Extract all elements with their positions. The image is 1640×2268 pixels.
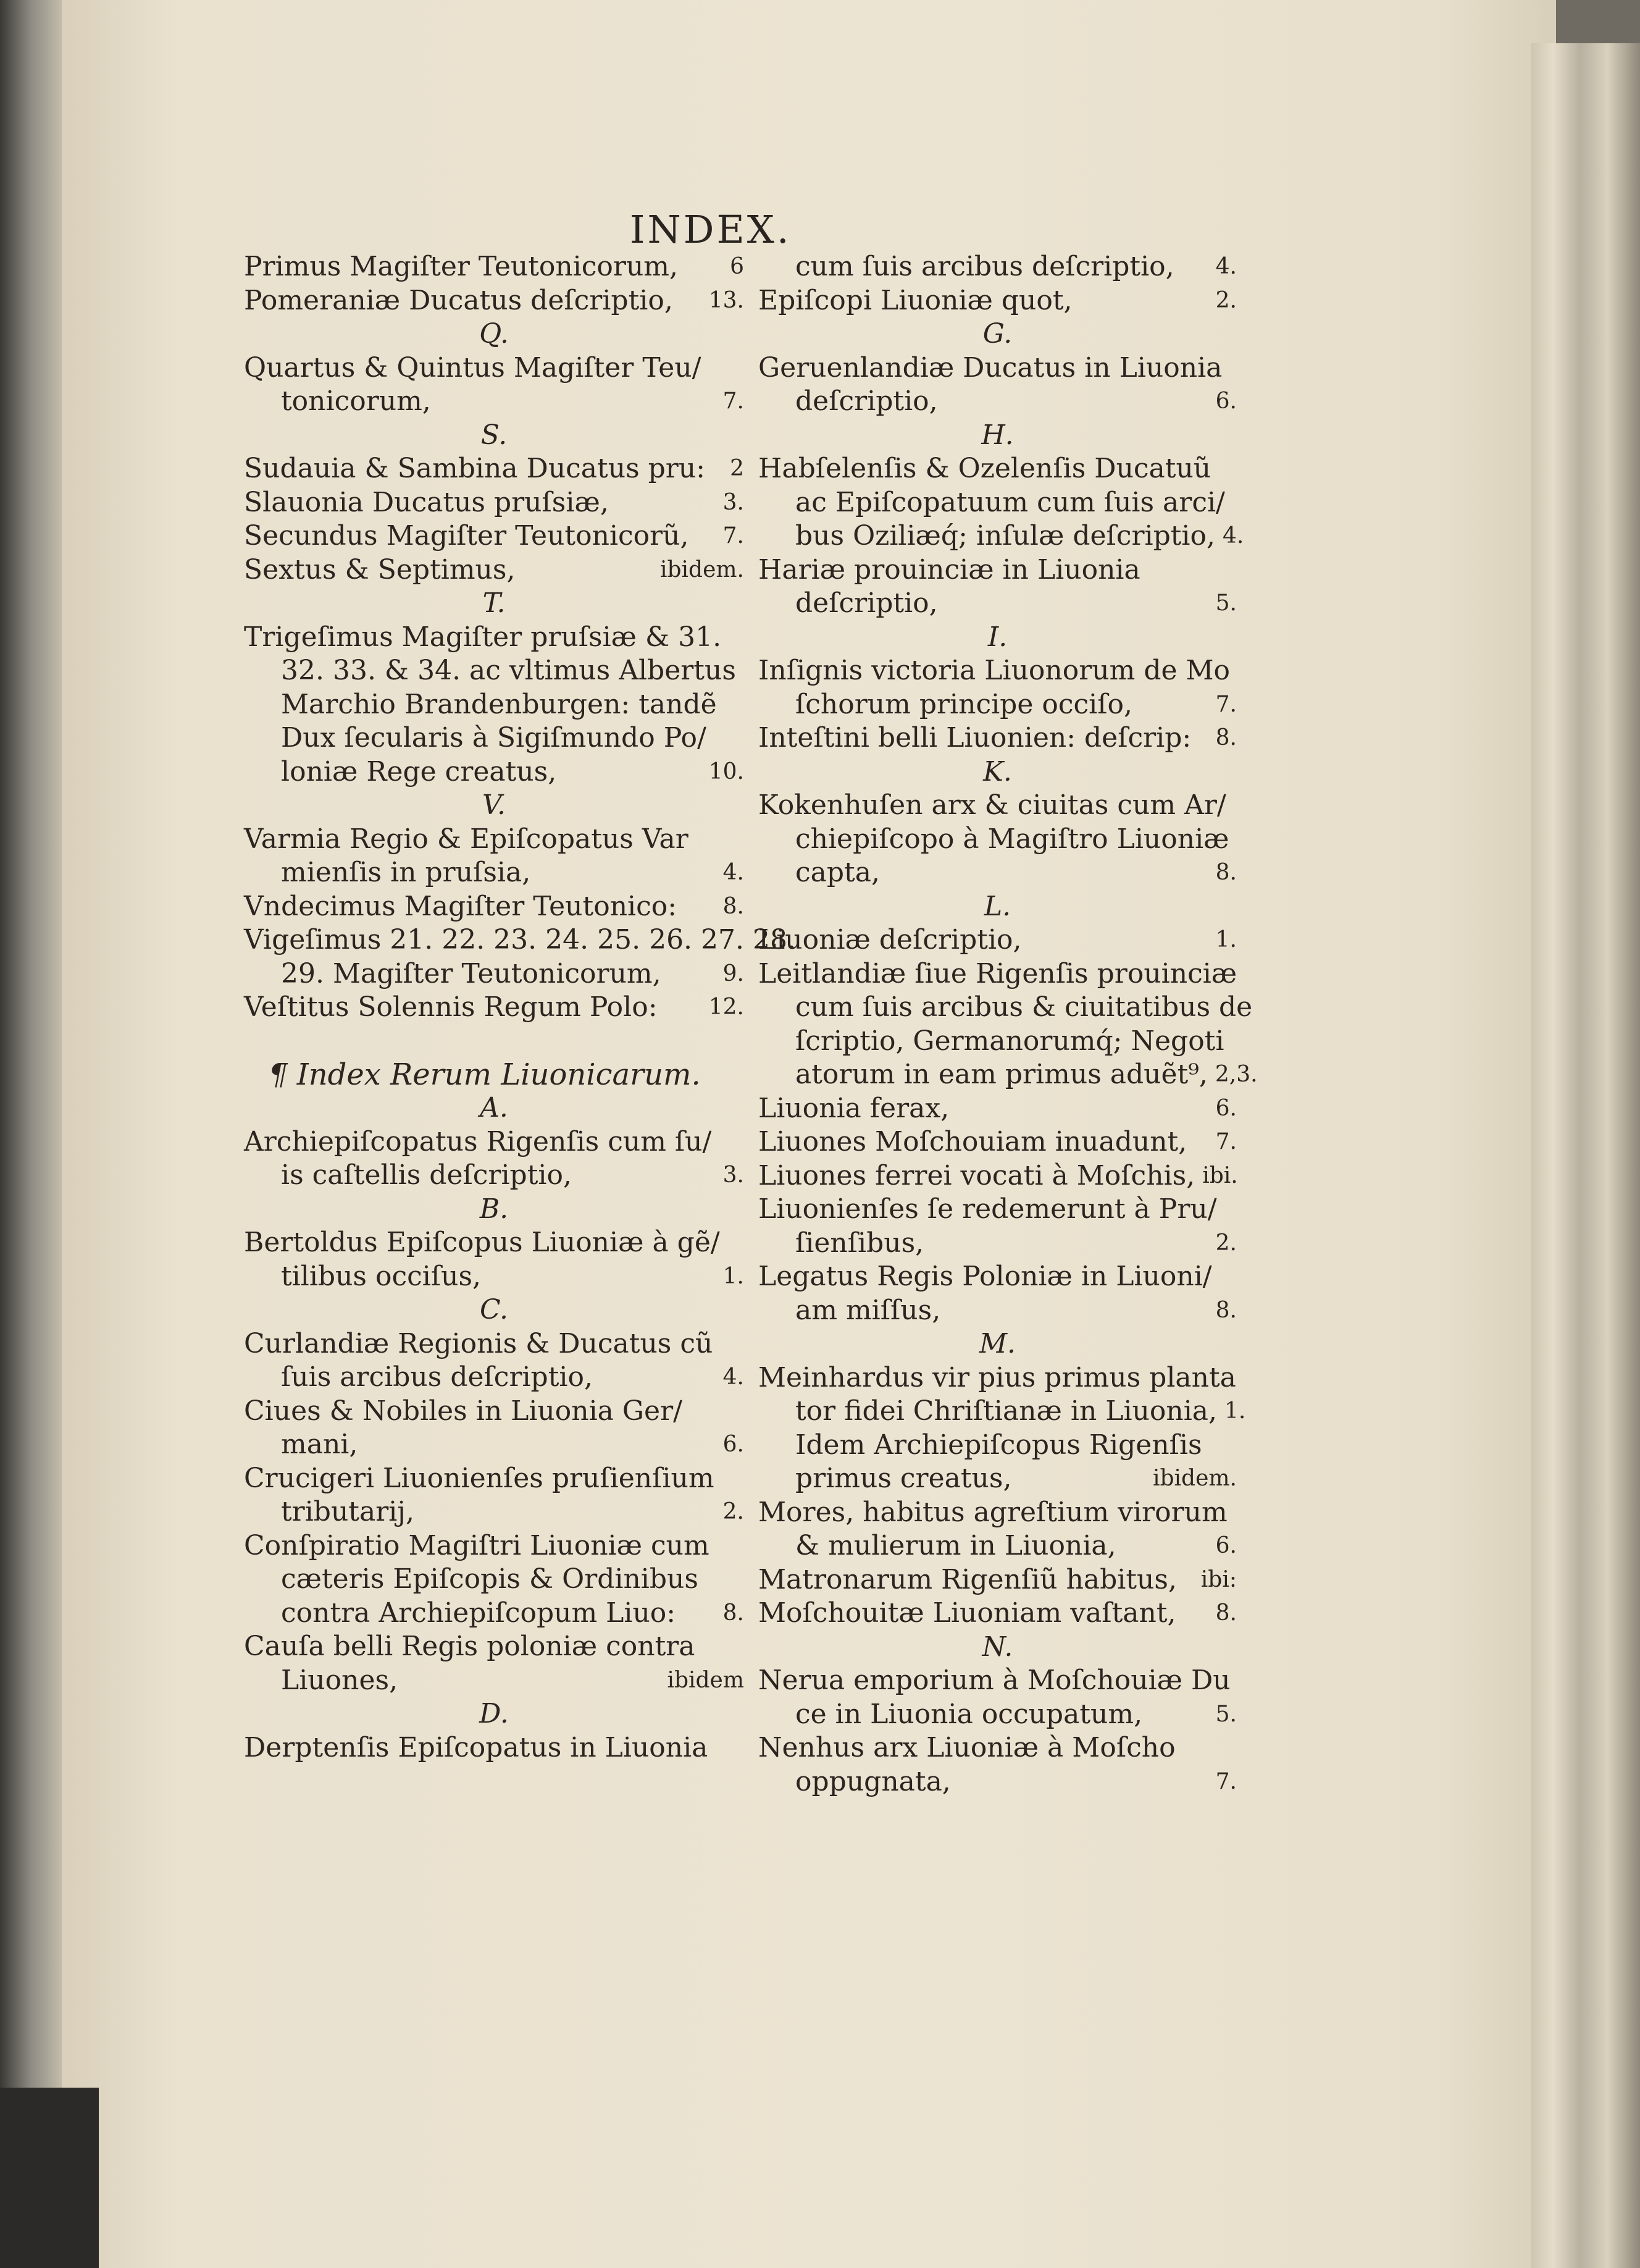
index-entry (244, 1395, 744, 1462)
entry-line (244, 923, 796, 957)
index-entry (244, 991, 744, 1025)
entry-text: ſchorum principe occiſo, (795, 688, 1132, 720)
index-entry (758, 654, 1237, 721)
entry-line (758, 1193, 1237, 1227)
entry-text: Legatus Regis Poloniæ in Liuoni/ (758, 1261, 1212, 1292)
page-title: INDEX. (630, 207, 792, 252)
entry-line (244, 1630, 744, 1664)
index-entry (244, 284, 744, 318)
entry-line (758, 1664, 1237, 1698)
index-entry (244, 1125, 744, 1193)
entry-text: Varmia Regio & Epiſcopatus Var (244, 823, 688, 855)
entry-line (758, 923, 1237, 957)
entry-line (758, 957, 1237, 991)
entry-line (758, 1159, 1237, 1193)
index-entry (244, 1731, 744, 1765)
entry-line (758, 553, 1237, 587)
entry-line (244, 1597, 744, 1631)
entry-text: Primus Magiſter Teutonicorum, (244, 251, 678, 282)
entry-text: oppugnata, (795, 1765, 951, 1797)
index-entry (244, 351, 744, 419)
entry-line (758, 284, 1237, 318)
entry-line (758, 1025, 1237, 1059)
entry-text: primus creatus, (795, 1463, 1012, 1494)
page-reference: 1. (1215, 927, 1237, 952)
entry-text: Habſelenſis & Ozelenſis Ducatuũ (758, 453, 1211, 484)
entry-text: Kokenhuſen arx & ciuitas cum Ar/ (758, 789, 1226, 821)
entry-text: bus Oziliæq́; inſulæ deſcriptio, (795, 520, 1215, 552)
index-entry (758, 1664, 1237, 1731)
entry-line (244, 890, 744, 924)
entry-line (758, 856, 1237, 890)
entry-line (758, 385, 1237, 419)
index-column-left (244, 250, 796, 1765)
entry-line (244, 1563, 744, 1597)
page-reference: 6. (1215, 1533, 1237, 1558)
index-entry (758, 452, 1244, 553)
entry-line (758, 1496, 1237, 1530)
letter-heading: H. (981, 419, 1014, 451)
index-entry (244, 519, 744, 553)
entry-line (244, 1428, 744, 1462)
entry-text: & mulierum in Liuonia, (795, 1530, 1116, 1561)
page-reference: 7. (722, 388, 744, 414)
entry-text: Archiepiſcopatus Rigenſis cum ſu/ (244, 1125, 712, 1157)
page-reference: 13. (708, 287, 744, 313)
entry-text: Liuones Moſchouiam inuadunt, (758, 1126, 1187, 1157)
entry-line (758, 1597, 1237, 1631)
index-entry (244, 890, 744, 924)
page-reference: 8. (1215, 860, 1237, 885)
entry-text: tor fidei Chriſtianæ in Liuonia, (795, 1395, 1218, 1427)
entry-line (758, 1294, 1237, 1328)
entry-text: mani, (281, 1429, 358, 1460)
page-reference: 2 (730, 456, 744, 481)
index-column-right (758, 250, 1258, 1799)
page-reference: 3. (722, 489, 744, 515)
page-reference: 8. (1215, 725, 1237, 750)
entry-text: atorum in eam primus aduẽt⁹, (795, 1059, 1208, 1090)
letter-heading: N. (982, 1631, 1013, 1663)
entry-line (244, 957, 744, 991)
entry-line (244, 452, 744, 486)
entry-line (758, 823, 1237, 857)
spacer (244, 1025, 744, 1058)
index-entry (244, 250, 744, 284)
page-reference: 12. (708, 994, 744, 1020)
index-entry (758, 721, 1237, 755)
entry-line (244, 250, 744, 284)
page-reference: 6. (1215, 388, 1237, 414)
page-reference: 5. (1215, 590, 1237, 616)
entry-line (244, 1529, 744, 1563)
page-reference: 7. (1215, 691, 1237, 717)
index-entry (244, 452, 744, 486)
entry-text: Liuonia ferax, (758, 1092, 950, 1124)
index-entry (244, 1630, 744, 1697)
letter-heading: K. (983, 755, 1012, 788)
page-reference: 8. (1215, 1297, 1237, 1323)
entry-text: Secundus Magiſter Teutonicorũ, (244, 520, 689, 552)
entry-text: Derptenſis Epiſcopatus in Liuonia (244, 1731, 708, 1763)
entry-text: Vigeſimus 21. 22. 23. 24. 25. 26. 27. 28. (244, 924, 796, 956)
page-reference: 7. (1215, 1129, 1237, 1154)
entry-text: Epiſcopi Liuoniæ quot, (758, 284, 1073, 316)
entry-text: Matronarum Rigenſiũ habitus, (758, 1563, 1177, 1595)
index-entry (244, 1462, 744, 1529)
entry-text: Quartus & Quintus Magiſter Teu/ (244, 351, 701, 384)
index-entry (758, 1563, 1237, 1597)
entry-line (758, 452, 1237, 486)
letter-heading: M. (979, 1328, 1016, 1359)
index-entry (758, 789, 1237, 890)
entry-text: Vndecimus Magiſter Teutonico: (244, 890, 677, 922)
page-reference: ibidem (667, 1667, 744, 1693)
page-reference: 2. (1215, 287, 1237, 313)
entry-line (758, 1361, 1237, 1395)
entry-text: is caſtellis deſcriptio, (281, 1159, 572, 1191)
book-spine (0, 0, 68, 2268)
entry-text: Trigeſimus Magiſter pruſsiæ & 31. (244, 621, 722, 653)
entry-text: Leitlandiæ ſiue Rigenſis prouinciæ (758, 957, 1237, 989)
index-entry (758, 1125, 1237, 1159)
entry-line (244, 654, 744, 688)
entry-text: ac Epiſcopatuum cum ſuis arci/ (795, 486, 1225, 518)
entry-line (758, 1731, 1237, 1765)
entry-text: Pomeraniæ Ducatus deſcriptio, (244, 284, 673, 316)
entry-line (758, 1698, 1237, 1732)
index-entry (758, 1496, 1237, 1563)
entry-line (244, 385, 744, 419)
entry-text: Slauonia Ducatus pruſsiæ, (244, 486, 609, 518)
index-entry (758, 1159, 1237, 1193)
index-entry (758, 1092, 1237, 1126)
index-entry (244, 1226, 744, 1293)
entry-text: ſienſibus, (795, 1227, 924, 1259)
index-entry (758, 1429, 1237, 1496)
index-entry (244, 486, 744, 520)
page-reference: 8. (722, 1600, 744, 1626)
entry-text: Inſignis victoria Liuonorum de Mo (758, 655, 1231, 686)
page-reference: 4. (722, 1364, 744, 1390)
entry-line (244, 1361, 744, 1395)
entry-text: tilibus occiſus, (281, 1260, 482, 1292)
entry-line (244, 1159, 744, 1193)
entry-text: ſcriptio, Germanorumq́; Negoti (795, 1025, 1224, 1057)
entry-line (758, 654, 1237, 688)
entry-text: chiepiſcopo à Magiſtro Liuoniæ (795, 823, 1229, 855)
entry-line (758, 1260, 1237, 1294)
index-entry (244, 923, 796, 991)
entry-line (244, 1495, 744, 1529)
scan-background-corner (0, 2088, 99, 2268)
entry-text: contra Archiepiſcopum Liuo: (281, 1597, 676, 1629)
page-edges (1531, 43, 1640, 2268)
entry-line (244, 1462, 744, 1496)
index-entry (758, 923, 1237, 957)
entry-text: Crucigeri Liuonienſes pruſienſium (244, 1462, 714, 1494)
entry-line (244, 1125, 744, 1159)
entry-text: 32. 33. & 34. ac vltimus Albertus (281, 655, 736, 686)
page-reference: 6 (730, 254, 744, 279)
entry-text: 29. Magiſter Teutonicorum, (281, 957, 661, 989)
entry-line (758, 519, 1244, 553)
entry-line (244, 755, 744, 789)
entry-text: cum ſuis arcibus & ciuitatibus de (795, 991, 1253, 1023)
page-reference: 7. (722, 523, 744, 548)
entry-text: Curlandiæ Regionis & Ducatus cũ (244, 1327, 713, 1359)
entry-text: Nerua emporium à Moſchouiæ Du (758, 1665, 1231, 1696)
index-entry (758, 1731, 1237, 1799)
entry-text: Marchio Brandenburgen: tandẽ (281, 688, 717, 720)
entry-text: Nenhus arx Liuoniæ à Moſcho (758, 1732, 1176, 1763)
entry-text: deſcriptio, (795, 385, 938, 417)
entry-text: Cauſa belli Regis poloniæ contra (244, 1631, 695, 1662)
entry-line (758, 991, 1253, 1025)
index-entry (758, 1193, 1237, 1260)
page-reference: 9. (722, 960, 744, 986)
entry-line (758, 1563, 1237, 1597)
entry-text: tonicorum, (281, 385, 431, 417)
page-reference: 10. (708, 758, 744, 784)
entry-line (244, 688, 744, 722)
entry-line (758, 1429, 1237, 1463)
letter-heading: B. (479, 1193, 509, 1225)
entry-text: Conſpiratio Magiſtri Liuoniæ cum (244, 1529, 709, 1561)
index-entry (758, 1361, 1246, 1429)
entry-line (758, 1058, 1258, 1092)
entry-text: ſuis arcibus deſcriptio, (281, 1361, 593, 1393)
page-reference: 7. (1215, 1768, 1237, 1794)
page-reference: 1. (722, 1263, 744, 1289)
letter-heading: S. (480, 419, 508, 451)
entry-text: Dux ſecularis à Sigiſmundo Po/ (281, 722, 706, 754)
index-entry (244, 1327, 744, 1395)
entry-line (244, 1731, 744, 1765)
entry-text: Meinhardus vir pius primus planta (758, 1361, 1236, 1393)
entry-text: deſcriptio, (795, 587, 938, 619)
entry-text: am miſſus, (795, 1294, 941, 1326)
entry-text: Liuoniæ deſcriptio, (758, 924, 1022, 956)
section-subheading: ¶ Index Rerum Liuonicarum. (269, 1057, 701, 1092)
page-reference: ibidem. (659, 556, 744, 582)
entry-line (244, 621, 744, 655)
entry-text: Liuonienſes ſe redemerunt à Pru/ (758, 1193, 1217, 1225)
page-reference: 2. (722, 1499, 744, 1524)
entry-text: Bertoldus Epiſcopus Liuoniæ à gẽ/ (244, 1227, 720, 1258)
entry-line (758, 1765, 1237, 1799)
entry-text: Ciues & Nobiles in Liuonia Ger/ (244, 1395, 682, 1427)
page-reference: 2. (1215, 1230, 1237, 1256)
entry-line (758, 351, 1237, 385)
entry-line (758, 1529, 1237, 1563)
page-reference: ibi: (1200, 1566, 1237, 1592)
page-reference: 8. (722, 893, 744, 919)
index-entry (244, 621, 744, 789)
entry-text: Mores, habitus agreſtium virorum (758, 1496, 1228, 1528)
page-reference: 4. (1215, 254, 1237, 279)
entry-line (244, 519, 744, 553)
entry-text: Sudauia & Sambina Ducatus pru: (244, 453, 705, 484)
letter-heading: C. (479, 1294, 509, 1325)
entry-line (758, 587, 1237, 621)
index-entry (758, 351, 1237, 419)
letter-heading: G. (982, 318, 1013, 350)
page-reference: 2,3. (1215, 1062, 1258, 1087)
letter-heading: A. (480, 1092, 508, 1124)
index-entry (758, 553, 1237, 621)
letter-heading: D. (479, 1698, 509, 1729)
index-entry (758, 250, 1237, 284)
entry-text: Inteſtini belli Liuonien: deſcrip: (758, 722, 1192, 754)
index-entry (758, 957, 1258, 1092)
page-reference: 6. (1215, 1095, 1237, 1121)
entry-line (758, 1462, 1237, 1496)
entry-text: Moſchouitæ Liuoniam vaſtant, (758, 1597, 1176, 1629)
entry-line (244, 1260, 744, 1294)
entry-line (244, 991, 744, 1025)
page-reference: 5. (1215, 1701, 1237, 1727)
entry-line (758, 789, 1237, 823)
entry-line (244, 823, 744, 857)
entry-line (758, 1092, 1237, 1126)
page-reference: ibi. (1202, 1162, 1238, 1188)
entry-line (758, 1227, 1237, 1261)
entry-line (244, 856, 744, 890)
entry-line (244, 486, 744, 520)
page-reference: ibidem. (1152, 1466, 1237, 1491)
entry-text: Sextus & Septimus, (244, 553, 516, 586)
entry-line (244, 553, 744, 587)
entry-line (758, 250, 1237, 284)
letter-heading: V. (482, 789, 506, 821)
letter-heading: Q. (479, 318, 509, 350)
entry-text: Veſtitus Solennis Regum Polo: (244, 991, 658, 1023)
entry-text: capta, (795, 857, 880, 888)
entry-text: Geruenlandiæ Ducatus in Liuonia (758, 351, 1223, 384)
entry-line (244, 1226, 744, 1260)
letter-heading: T. (482, 587, 506, 619)
entry-text: cum ſuis arcibus deſcriptio, (795, 251, 1174, 282)
entry-text: Liuones, (281, 1664, 398, 1696)
entry-line (758, 486, 1237, 520)
index-entry (758, 1597, 1237, 1631)
page-reference: 6. (722, 1432, 744, 1457)
entry-line (244, 721, 744, 755)
entry-line (244, 1664, 744, 1698)
entry-text: loniæ Rege creatus, (281, 755, 557, 788)
entry-line (244, 1327, 744, 1361)
page-reference: 1. (1224, 1398, 1246, 1424)
letter-heading: I. (987, 621, 1008, 653)
entry-line (244, 351, 744, 385)
index-entry (244, 1529, 744, 1631)
entry-text: Idem Archiepiſcopus Rigenſis (795, 1429, 1202, 1461)
entry-text: mienſis in pruſsia, (281, 857, 531, 888)
entry-text: cæteris Epiſcopis & Ordinibus (281, 1563, 698, 1595)
entry-line (758, 1125, 1237, 1159)
index-entry (244, 553, 744, 587)
page-reference: 4. (1222, 523, 1244, 548)
entry-line (758, 1395, 1246, 1429)
index-entry (758, 284, 1237, 318)
entry-text: Hariæ prouinciæ in Liuonia (758, 553, 1140, 586)
entry-line (758, 688, 1237, 722)
page-reference: 4. (722, 860, 744, 885)
page-reference: 8. (1215, 1600, 1237, 1626)
entry-line (758, 721, 1237, 755)
entry-text: tributarij, (281, 1496, 414, 1527)
letter-heading: L. (984, 890, 1011, 922)
entry-text: ce in Liuonia occupatum, (795, 1698, 1143, 1730)
entry-line (244, 1395, 744, 1429)
page-reference: 3. (722, 1162, 744, 1188)
index-entry (758, 1260, 1237, 1327)
index-entry (244, 823, 744, 890)
entry-text: Liuones ferrei vocati à Moſchis, (758, 1159, 1195, 1191)
entry-line (244, 284, 744, 318)
